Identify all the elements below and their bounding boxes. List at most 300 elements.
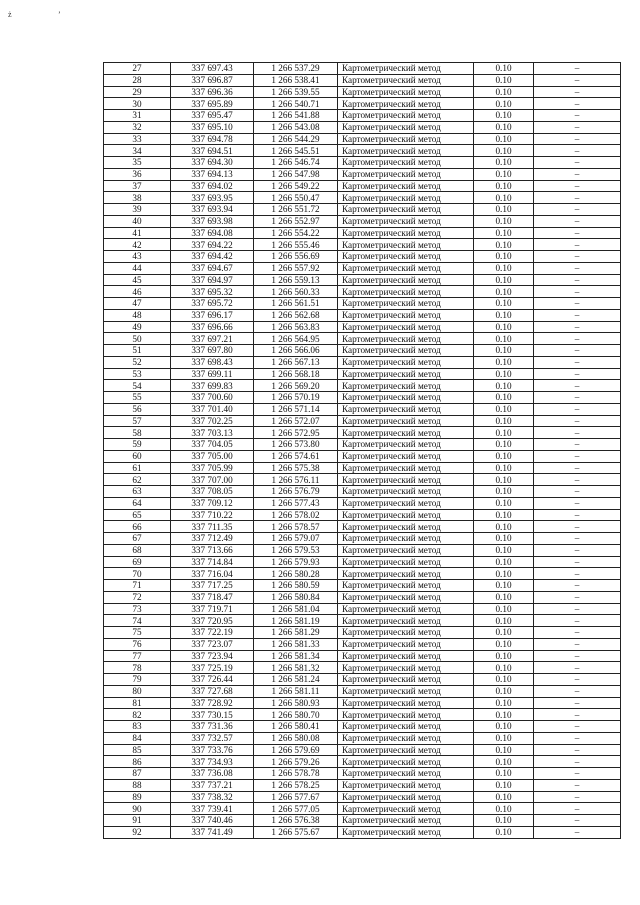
point-number-cell: 37: [104, 180, 171, 192]
x-coordinate-cell: 337 709.12: [171, 497, 254, 509]
method-cell: Картометрический метод: [338, 768, 474, 780]
y-coordinate-cell: 1 266 570.19: [254, 392, 338, 404]
point-number-cell: 91: [104, 815, 171, 827]
method-cell: Картометрический метод: [338, 674, 474, 686]
error-cell: 0.10: [474, 474, 534, 486]
note-cell: –: [534, 450, 621, 462]
x-coordinate-cell: 337 733.76: [171, 744, 254, 756]
x-coordinate-cell: 337 732.57: [171, 732, 254, 744]
x-coordinate-cell: 337 725.19: [171, 662, 254, 674]
point-number-cell: 41: [104, 227, 171, 239]
x-coordinate-cell: 337 697.43: [171, 63, 254, 75]
y-coordinate-cell: 1 266 580.08: [254, 732, 338, 744]
x-coordinate-cell: 337 704.05: [171, 439, 254, 451]
error-cell: 0.10: [474, 356, 534, 368]
point-number-cell: 86: [104, 756, 171, 768]
x-coordinate-cell: 337 696.87: [171, 74, 254, 86]
method-cell: Картометрический метод: [338, 380, 474, 392]
method-cell: Картометрический метод: [338, 215, 474, 227]
y-coordinate-cell: 1 266 544.29: [254, 133, 338, 145]
method-cell: Картометрический метод: [338, 603, 474, 615]
x-coordinate-cell: 337 734.93: [171, 756, 254, 768]
y-coordinate-cell: 1 266 580.59: [254, 580, 338, 592]
point-number-cell: 45: [104, 274, 171, 286]
method-cell: Картометрический метод: [338, 450, 474, 462]
error-cell: 0.10: [474, 674, 534, 686]
note-cell: –: [534, 709, 621, 721]
method-cell: Картометрический метод: [338, 533, 474, 545]
y-coordinate-cell: 1 266 578.78: [254, 768, 338, 780]
y-coordinate-cell: 1 266 563.83: [254, 321, 338, 333]
point-number-cell: 64: [104, 497, 171, 509]
y-coordinate-cell: 1 266 549.22: [254, 180, 338, 192]
x-coordinate-cell: 337 705.00: [171, 450, 254, 462]
y-coordinate-cell: 1 266 537.29: [254, 63, 338, 75]
table-row: [104, 215, 621, 227]
method-cell: Картометрический метод: [338, 415, 474, 427]
point-number-cell: 78: [104, 662, 171, 674]
y-coordinate-cell: 1 266 580.84: [254, 591, 338, 603]
table-row: [104, 732, 621, 744]
corner-mark: ż: [8, 10, 12, 19]
table-row: [104, 697, 621, 709]
note-cell: –: [534, 121, 621, 133]
x-coordinate-cell: 337 730.15: [171, 709, 254, 721]
point-number-cell: 69: [104, 556, 171, 568]
note-cell: –: [534, 544, 621, 556]
method-cell: Картометрический метод: [338, 356, 474, 368]
note-cell: –: [534, 462, 621, 474]
point-number-cell: 89: [104, 791, 171, 803]
point-number-cell: 62: [104, 474, 171, 486]
table-row: [104, 168, 621, 180]
method-cell: Картометрический метод: [338, 627, 474, 639]
point-number-cell: 63: [104, 486, 171, 498]
point-number-cell: 42: [104, 239, 171, 251]
x-coordinate-cell: 337 720.95: [171, 615, 254, 627]
point-number-cell: 88: [104, 779, 171, 791]
method-cell: Картометрический метод: [338, 345, 474, 357]
point-number-cell: 46: [104, 286, 171, 298]
method-cell: Картометрический метод: [338, 779, 474, 791]
x-coordinate-cell: 337 710.22: [171, 509, 254, 521]
note-cell: –: [534, 333, 621, 345]
note-cell: –: [534, 392, 621, 404]
table-row: [104, 415, 621, 427]
x-coordinate-cell: 337 737.21: [171, 779, 254, 791]
note-cell: –: [534, 779, 621, 791]
method-cell: Картометрический метод: [338, 486, 474, 498]
point-number-cell: 80: [104, 685, 171, 697]
table-row: [104, 333, 621, 345]
point-number-cell: 90: [104, 803, 171, 815]
method-cell: Картометрический метод: [338, 298, 474, 310]
x-coordinate-cell: 337 718.47: [171, 591, 254, 603]
note-cell: –: [534, 415, 621, 427]
point-number-cell: 34: [104, 145, 171, 157]
method-cell: Картометрический метод: [338, 650, 474, 662]
x-coordinate-cell: 337 694.30: [171, 157, 254, 169]
error-cell: 0.10: [474, 721, 534, 733]
x-coordinate-cell: 337 699.11: [171, 368, 254, 380]
error-cell: 0.10: [474, 603, 534, 615]
error-cell: 0.10: [474, 145, 534, 157]
x-coordinate-cell: 337 695.72: [171, 298, 254, 310]
method-cell: Картометрический метод: [338, 721, 474, 733]
method-cell: Картометрический метод: [338, 98, 474, 110]
point-number-cell: 85: [104, 744, 171, 756]
y-coordinate-cell: 1 266 562.68: [254, 309, 338, 321]
x-coordinate-cell: 337 738.32: [171, 791, 254, 803]
error-cell: 0.10: [474, 86, 534, 98]
x-coordinate-cell: 337 708.05: [171, 486, 254, 498]
note-cell: –: [534, 227, 621, 239]
error-cell: 0.10: [474, 521, 534, 533]
note-cell: –: [534, 403, 621, 415]
method-cell: Картометрический метод: [338, 791, 474, 803]
point-number-cell: 81: [104, 697, 171, 709]
point-number-cell: 71: [104, 580, 171, 592]
x-coordinate-cell: 337 694.51: [171, 145, 254, 157]
error-cell: 0.10: [474, 192, 534, 204]
point-number-cell: 84: [104, 732, 171, 744]
error-cell: 0.10: [474, 415, 534, 427]
y-coordinate-cell: 1 266 551.72: [254, 204, 338, 216]
error-cell: 0.10: [474, 685, 534, 697]
table-row: [104, 86, 621, 98]
note-cell: –: [534, 98, 621, 110]
error-cell: 0.10: [474, 627, 534, 639]
method-cell: Картометрический метод: [338, 497, 474, 509]
y-coordinate-cell: 1 266 555.46: [254, 239, 338, 251]
x-coordinate-cell: 337 695.47: [171, 110, 254, 122]
error-cell: 0.10: [474, 768, 534, 780]
y-coordinate-cell: 1 266 581.33: [254, 638, 338, 650]
method-cell: Картометрический метод: [338, 309, 474, 321]
point-number-cell: 28: [104, 74, 171, 86]
method-cell: Картометрический метод: [338, 615, 474, 627]
y-coordinate-cell: 1 266 556.69: [254, 251, 338, 263]
method-cell: Картометрический метод: [338, 133, 474, 145]
point-number-cell: 87: [104, 768, 171, 780]
x-coordinate-cell: 337 726.44: [171, 674, 254, 686]
note-cell: –: [534, 356, 621, 368]
x-coordinate-cell: 337 697.21: [171, 333, 254, 345]
table-row: [104, 815, 621, 827]
table-row: [104, 286, 621, 298]
point-number-cell: 39: [104, 204, 171, 216]
table-row: [104, 403, 621, 415]
error-cell: 0.10: [474, 180, 534, 192]
note-cell: –: [534, 486, 621, 498]
table-row: [104, 239, 621, 251]
method-cell: Картометрический метод: [338, 227, 474, 239]
y-coordinate-cell: 1 266 579.07: [254, 533, 338, 545]
method-cell: Картометрический метод: [338, 180, 474, 192]
y-coordinate-cell: 1 266 581.24: [254, 674, 338, 686]
x-coordinate-cell: 337 727.68: [171, 685, 254, 697]
y-coordinate-cell: 1 266 579.69: [254, 744, 338, 756]
note-cell: –: [534, 180, 621, 192]
note-cell: –: [534, 533, 621, 545]
point-number-cell: 40: [104, 215, 171, 227]
note-cell: –: [534, 744, 621, 756]
x-coordinate-cell: 337 696.36: [171, 86, 254, 98]
point-number-cell: 65: [104, 509, 171, 521]
coordinates-table-body: [104, 63, 621, 839]
x-coordinate-cell: 337 694.02: [171, 180, 254, 192]
note-cell: –: [534, 791, 621, 803]
y-coordinate-cell: 1 266 581.04: [254, 603, 338, 615]
point-number-cell: 76: [104, 638, 171, 650]
error-cell: 0.10: [474, 368, 534, 380]
x-coordinate-cell: 337 698.43: [171, 356, 254, 368]
point-number-cell: 44: [104, 262, 171, 274]
method-cell: Картометрический метод: [338, 145, 474, 157]
y-coordinate-cell: 1 266 546.74: [254, 157, 338, 169]
error-cell: 0.10: [474, 215, 534, 227]
table-row: [104, 380, 621, 392]
table-row: [104, 544, 621, 556]
method-cell: Картометрический метод: [338, 474, 474, 486]
note-cell: –: [534, 286, 621, 298]
point-number-cell: 79: [104, 674, 171, 686]
note-cell: –: [534, 497, 621, 509]
point-number-cell: 72: [104, 591, 171, 603]
error-cell: 0.10: [474, 556, 534, 568]
method-cell: Картометрический метод: [338, 662, 474, 674]
method-cell: Картометрический метод: [338, 168, 474, 180]
x-coordinate-cell: 337 695.32: [171, 286, 254, 298]
note-cell: –: [534, 603, 621, 615]
y-coordinate-cell: 1 266 540.71: [254, 98, 338, 110]
x-coordinate-cell: 337 731.36: [171, 721, 254, 733]
error-cell: 0.10: [474, 450, 534, 462]
x-coordinate-cell: 337 741.49: [171, 826, 254, 838]
point-number-cell: 43: [104, 251, 171, 263]
y-coordinate-cell: 1 266 576.11: [254, 474, 338, 486]
table-row: [104, 251, 621, 263]
point-number-cell: 74: [104, 615, 171, 627]
note-cell: –: [534, 251, 621, 263]
table-row: [104, 368, 621, 380]
y-coordinate-cell: 1 266 566.06: [254, 345, 338, 357]
table-row: [104, 427, 621, 439]
note-cell: –: [534, 345, 621, 357]
note-cell: –: [534, 556, 621, 568]
error-cell: 0.10: [474, 133, 534, 145]
y-coordinate-cell: 1 266 564.95: [254, 333, 338, 345]
table-row: [104, 474, 621, 486]
table-row: [104, 63, 621, 75]
method-cell: Картометрический метод: [338, 732, 474, 744]
point-number-cell: 55: [104, 392, 171, 404]
method-cell: Картометрический метод: [338, 756, 474, 768]
x-coordinate-cell: 337 714.84: [171, 556, 254, 568]
error-cell: 0.10: [474, 262, 534, 274]
note-cell: –: [534, 474, 621, 486]
error-cell: 0.10: [474, 650, 534, 662]
y-coordinate-cell: 1 266 580.93: [254, 697, 338, 709]
note-cell: –: [534, 133, 621, 145]
method-cell: Картометрический метод: [338, 63, 474, 75]
x-coordinate-cell: 337 693.98: [171, 215, 254, 227]
note-cell: –: [534, 380, 621, 392]
error-cell: 0.10: [474, 803, 534, 815]
x-coordinate-cell: 337 712.49: [171, 533, 254, 545]
note-cell: –: [534, 192, 621, 204]
y-coordinate-cell: 1 266 581.29: [254, 627, 338, 639]
y-coordinate-cell: 1 266 578.02: [254, 509, 338, 521]
error-cell: 0.10: [474, 732, 534, 744]
table-row: [104, 227, 621, 239]
point-number-cell: 92: [104, 826, 171, 838]
x-coordinate-cell: 337 694.67: [171, 262, 254, 274]
error-cell: 0.10: [474, 345, 534, 357]
y-coordinate-cell: 1 266 581.19: [254, 615, 338, 627]
x-coordinate-cell: 337 693.95: [171, 192, 254, 204]
error-cell: 0.10: [474, 298, 534, 310]
note-cell: –: [534, 826, 621, 838]
method-cell: Картометрический метод: [338, 544, 474, 556]
y-coordinate-cell: 1 266 581.32: [254, 662, 338, 674]
point-number-cell: 66: [104, 521, 171, 533]
note-cell: –: [534, 427, 621, 439]
y-coordinate-cell: 1 266 576.79: [254, 486, 338, 498]
method-cell: Картометрический метод: [338, 439, 474, 451]
x-coordinate-cell: 337 694.13: [171, 168, 254, 180]
x-coordinate-cell: 337 739.41: [171, 803, 254, 815]
y-coordinate-cell: 1 266 559.13: [254, 274, 338, 286]
method-cell: Картометрический метод: [338, 803, 474, 815]
method-cell: Картометрический метод: [338, 251, 474, 263]
y-coordinate-cell: 1 266 572.95: [254, 427, 338, 439]
note-cell: –: [534, 615, 621, 627]
table-row: [104, 497, 621, 509]
y-coordinate-cell: 1 266 567.13: [254, 356, 338, 368]
y-coordinate-cell: 1 266 576.38: [254, 815, 338, 827]
point-number-cell: 52: [104, 356, 171, 368]
error-cell: 0.10: [474, 697, 534, 709]
y-coordinate-cell: 1 266 573.80: [254, 439, 338, 451]
coordinates-table: [103, 62, 621, 839]
y-coordinate-cell: 1 266 577.43: [254, 497, 338, 509]
point-number-cell: 27: [104, 63, 171, 75]
y-coordinate-cell: 1 266 569.20: [254, 380, 338, 392]
method-cell: Картометрический метод: [338, 521, 474, 533]
note-cell: –: [534, 63, 621, 75]
table-row: [104, 791, 621, 803]
table-row: [104, 309, 621, 321]
table-row: [104, 744, 621, 756]
x-coordinate-cell: 337 701.40: [171, 403, 254, 415]
method-cell: Картометрический метод: [338, 274, 474, 286]
note-cell: –: [534, 721, 621, 733]
x-coordinate-cell: 337 740.46: [171, 815, 254, 827]
y-coordinate-cell: 1 266 579.26: [254, 756, 338, 768]
x-coordinate-cell: 337 694.22: [171, 239, 254, 251]
error-cell: 0.10: [474, 591, 534, 603]
table-row: [104, 768, 621, 780]
table-row: [104, 556, 621, 568]
x-coordinate-cell: 337 713.66: [171, 544, 254, 556]
method-cell: Картометрический метод: [338, 509, 474, 521]
x-coordinate-cell: 337 693.94: [171, 204, 254, 216]
note-cell: –: [534, 638, 621, 650]
table-row: [104, 121, 621, 133]
y-coordinate-cell: 1 266 560.33: [254, 286, 338, 298]
point-number-cell: 61: [104, 462, 171, 474]
point-number-cell: 36: [104, 168, 171, 180]
note-cell: –: [534, 568, 621, 580]
x-coordinate-cell: 337 702.25: [171, 415, 254, 427]
error-cell: 0.10: [474, 110, 534, 122]
error-cell: 0.10: [474, 462, 534, 474]
method-cell: Картометрический метод: [338, 192, 474, 204]
y-coordinate-cell: 1 266 574.61: [254, 450, 338, 462]
note-cell: –: [534, 685, 621, 697]
note-cell: –: [534, 110, 621, 122]
y-coordinate-cell: 1 266 580.41: [254, 721, 338, 733]
method-cell: Картометрический метод: [338, 321, 474, 333]
table-row: [104, 756, 621, 768]
error-cell: 0.10: [474, 662, 534, 674]
point-number-cell: 29: [104, 86, 171, 98]
method-cell: Картометрический метод: [338, 403, 474, 415]
point-number-cell: 53: [104, 368, 171, 380]
error-cell: 0.10: [474, 615, 534, 627]
table-row: [104, 133, 621, 145]
x-coordinate-cell: 337 705.99: [171, 462, 254, 474]
y-coordinate-cell: 1 266 572.07: [254, 415, 338, 427]
error-cell: 0.10: [474, 756, 534, 768]
note-cell: –: [534, 756, 621, 768]
x-coordinate-cell: 337 719.71: [171, 603, 254, 615]
method-cell: Картометрический метод: [338, 427, 474, 439]
table-row: [104, 509, 621, 521]
method-cell: Картометрический метод: [338, 744, 474, 756]
error-cell: 0.10: [474, 709, 534, 721]
note-cell: –: [534, 521, 621, 533]
table-row: [104, 392, 621, 404]
method-cell: Картометрический метод: [338, 157, 474, 169]
note-cell: –: [534, 204, 621, 216]
table-row: [104, 627, 621, 639]
x-coordinate-cell: 337 694.42: [171, 251, 254, 263]
method-cell: Картометрический метод: [338, 86, 474, 98]
x-coordinate-cell: 337 697.80: [171, 345, 254, 357]
y-coordinate-cell: 1 266 545.51: [254, 145, 338, 157]
error-cell: 0.10: [474, 239, 534, 251]
point-number-cell: 67: [104, 533, 171, 545]
method-cell: Картометрический метод: [338, 392, 474, 404]
error-cell: 0.10: [474, 544, 534, 556]
table-row: [104, 533, 621, 545]
error-cell: 0.10: [474, 380, 534, 392]
error-cell: 0.10: [474, 227, 534, 239]
x-coordinate-cell: 337 695.89: [171, 98, 254, 110]
table-row: [104, 486, 621, 498]
error-cell: 0.10: [474, 392, 534, 404]
point-number-cell: 83: [104, 721, 171, 733]
error-cell: 0.10: [474, 638, 534, 650]
y-coordinate-cell: 1 266 579.53: [254, 544, 338, 556]
table-row: [104, 157, 621, 169]
note-cell: –: [534, 309, 621, 321]
error-cell: 0.10: [474, 63, 534, 75]
note-cell: –: [534, 591, 621, 603]
table-row: [104, 803, 621, 815]
